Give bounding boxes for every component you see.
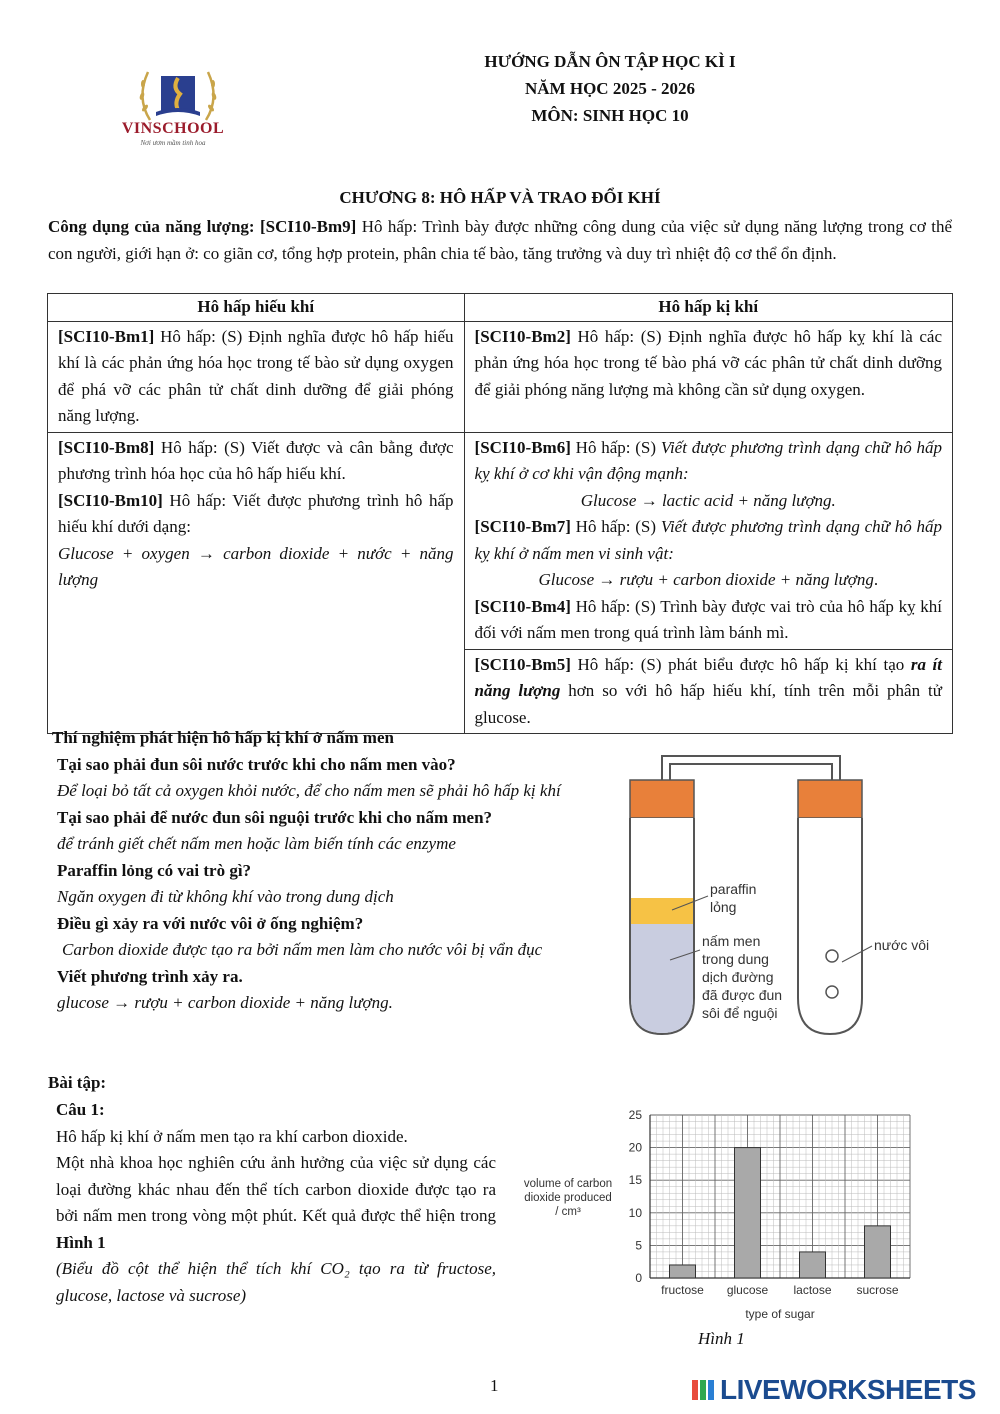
label-paraffin: paraffin (710, 881, 757, 897)
bar-sucrose (865, 1226, 891, 1278)
bar-glucose (735, 1148, 761, 1278)
cell-bm6-bm7-bm4 (464, 432, 952, 649)
question-caption: (Biểu đồ cột thể hiện thể tích khí CO₂ tạo ra từ fructose, glucose, lactose và sucrose) (56, 1259, 496, 1305)
y-tick-label: 15 (628, 1173, 642, 1188)
answer-5: glucose → rượu + carbon dioxide + năng lượng. (57, 993, 393, 1012)
experiment-section (52, 725, 592, 1017)
y-tick-label: 10 (628, 1205, 642, 1220)
equation-aerobic: Glucose + oxygen → carbon dioxide + nước + năng lượng (58, 543, 454, 589)
intro-paragraph (48, 213, 952, 267)
answer-1: Để loại bỏ tất cả oxygen khỏi nước, để cho nấm men sẽ phải hô hấp kị khí (57, 781, 561, 800)
italic-bm7: Viết được phương trình dạng chữ hô hấp kỵ khí ở nấm men vi sinh vật: (474, 517, 942, 563)
code-bm6: [SCI10-Bm6] (474, 437, 571, 457)
intro-text: Hô hấp: Trình bày được những công dung của việc sử dụng năng lượng trong cơ thể con người, giới hạn ở: co giãn cơ, tổng hợp protein, phân chia tế bào, tăng trưởng và duy trì nhiệt độ cơ thể ổn định. (48, 217, 953, 263)
exercise-heading (48, 1070, 508, 1097)
exercise-heading-text: Bài tập: (48, 1073, 107, 1092)
cell-bm1 (48, 321, 465, 432)
header-line-1: HƯỚNG DẪN ÔN TẬP HỌC KÌ I (484, 52, 736, 71)
liveworksheets-brand: LIVEWORKSHEETS (720, 1374, 976, 1405)
equation-yeast-line (475, 567, 942, 594)
text-bm6: Hô hấp: (S) (570, 437, 661, 457)
question-para-2 (56, 1150, 496, 1256)
header-line-2: NĂM HỌC 2025 - 2026 (525, 79, 695, 98)
logo-tagline: Nơi ươm mầm tinh hoa (140, 139, 206, 147)
y-axis-label: volume of carbon (523, 1178, 613, 1190)
text-bm4: Hô hấp: (S) Trình bày được vai trò của hô hấp kỵ khí đối với nấm men trong quá trình làm bánh mì. (474, 596, 942, 642)
label-yeast-3: dịch đường (702, 969, 774, 985)
header-anaerobic: Hô hấp kị khí (464, 294, 952, 322)
code-bm7: [SCI10-Bm7] (474, 517, 571, 536)
question-1: Tại sao phải đun sôi nước trước khi cho nấm men vào? (57, 754, 456, 774)
header-aerobic: Hô hấp hiếu khí (48, 294, 465, 322)
intro-label: Công dụng của năng lượng: [SCI10-Bm9] (48, 217, 357, 236)
label-yeast-1: nấm men (702, 933, 761, 949)
text-bm1: Hô hấp: (S) Định nghĩa được hô hấp hiếu khí là các phản ứng hóa học trong tế bào sử dụng oxygen để phá vỡ các phân tử chất dinh dưỡng để giải phóng năng lượng. (58, 326, 454, 425)
answer-2: để tránh giết chết nấm men hoặc làm biến tính các enzyme (57, 834, 456, 853)
document-header (400, 48, 820, 129)
x-tick-label: glucose (726, 1283, 769, 1297)
italic-bm6: Viết được phương trình dạng chữ hô hấp kỵ khí ở cơ khi vận động mạnh: (474, 437, 942, 483)
x-axis-label: type of sugar (745, 1307, 815, 1321)
text-bm8: Hô hấp: (S) Viết được và cân bằng được phương trình hóa học của hô hấp hiếu khí. (58, 437, 454, 483)
cell-bm8-bm10 (48, 432, 465, 734)
right-stopper (798, 780, 862, 818)
text-bm5-b: hơn so với hô hấp hiếu khí, tính trên mỗi phân tử glucose. (474, 681, 942, 727)
code-bm5: [SCI10-Bm5] (474, 654, 571, 674)
question-block (56, 1097, 496, 1309)
label-limewater: nước vôi (874, 937, 930, 953)
yeast-solution (631, 924, 693, 1033)
code-bm8: [SCI10-Bm8] (58, 437, 155, 457)
cell-bm5 (464, 649, 952, 734)
text-bm10: Hô hấp: Viết được phương trình hô hấp hiếu khí dưới dạng: (58, 490, 454, 536)
label-yeast-5: sôi để nguội (702, 1005, 778, 1021)
question-para-1: Hô hấp kị khí ở nấm men tạo ra khí carbon dioxide. (56, 1126, 408, 1146)
question-5: Viết phương trình xảy ra. (57, 966, 243, 986)
figure-label: Hình 1 (698, 1329, 745, 1348)
header-line-3: MÔN: SINH HỌC 10 (531, 106, 689, 125)
answer-3: Ngăn oxygen đi từ không khí vào trong dung dịch (57, 887, 394, 906)
co2-bar-chart (515, 1105, 955, 1335)
code-bm10: [SCI10-Bm10] (58, 490, 163, 510)
y-axis-label: dioxide produced (524, 1192, 612, 1204)
experiment-title: Thí nghiệm phát hiện hô hấp kị khí ở nấm men (52, 728, 394, 747)
bar-lactose (800, 1252, 826, 1278)
question-4: Điều gì xảy ra với nước vôi ở ống nghiệm? (57, 913, 364, 933)
answer-4: Carbon dioxide được tạo ra bởi nấm men làm cho nước vôi bị vẩn đục (62, 940, 543, 959)
chapter-title: CHƯƠNG 8: HÔ HẤP VÀ TRAO ĐỔI KHÍ (339, 188, 661, 207)
equation-lactic: Glucose → lactic acid + năng lượng. (580, 490, 836, 510)
y-tick-label: 20 (628, 1140, 642, 1155)
text-bm5-a: Hô hấp: (S) phát biểu được hô hấp kị khí tạo (570, 654, 911, 674)
x-tick-label: fructose (661, 1283, 704, 1297)
yeast-experiment-diagram (600, 748, 960, 1048)
respiration-table (47, 293, 953, 734)
equation-yeast: Glucose → rượu + carbon dioxide + năng lượng (538, 570, 874, 589)
figure-ref: Hình 1 (56, 1232, 106, 1252)
label-yeast-4: đã được đun (702, 987, 783, 1003)
question-2: Tại sao phải để nước đun sôi nguội trước khi cho nấm men? (57, 807, 493, 827)
cell-bm2 (464, 321, 952, 432)
text-bm2: Hô hấp: (S) Định nghĩa được hô hấp kỵ khí là các phản ứng hóa học trong tế bào phá vỡ các phân tử chất dinh dưỡng để giải phóng năng lượng mà không cần sử dụng oxygen. (474, 326, 942, 399)
label-paraffin-2: lỏng (710, 899, 737, 915)
code-bm4: [SCI10-Bm4] (474, 596, 571, 616)
x-tick-label: lactose (793, 1283, 832, 1297)
y-axis-label: / cm³ (555, 1206, 581, 1218)
page-number: 1 (490, 1376, 499, 1395)
table-header-row (48, 294, 953, 322)
question-3: Paraffin lỏng có vai trò gì? (57, 860, 252, 880)
liveworksheets-icon (692, 1378, 716, 1402)
left-stopper (630, 780, 694, 818)
label-yeast-2: trong dung (702, 951, 769, 967)
code-bm2: [SCI10-Bm2] (474, 326, 571, 346)
text-bm7: Hô hấp: (S) (570, 517, 661, 536)
question-title: Câu 1: (56, 1100, 105, 1119)
x-tick-label: sucrose (856, 1283, 899, 1297)
table-row (48, 432, 953, 649)
y-tick-label: 0 (635, 1271, 642, 1285)
logo-name: VINSCHOOL (121, 120, 225, 137)
table-row (48, 321, 953, 432)
paraffin-layer (631, 898, 693, 924)
equation-yeast-end: . (873, 570, 879, 589)
emph-bm5: ra ít năng lượng (474, 654, 942, 700)
bar-fructose (670, 1265, 696, 1278)
y-tick-label: 5 (635, 1238, 642, 1253)
code-bm1: [SCI10-Bm1] (58, 326, 155, 346)
question-para-2-text: Một nhà khoa học nghiên cứu ảnh hưởng của việc sử dụng các loại đường khác nhau đến thể tích carbon dioxide được tạo ra bởi nấm men trong vòng một phút. Kết quả được thể hiện trong (56, 1153, 496, 1225)
y-tick-label: 25 (628, 1108, 642, 1122)
